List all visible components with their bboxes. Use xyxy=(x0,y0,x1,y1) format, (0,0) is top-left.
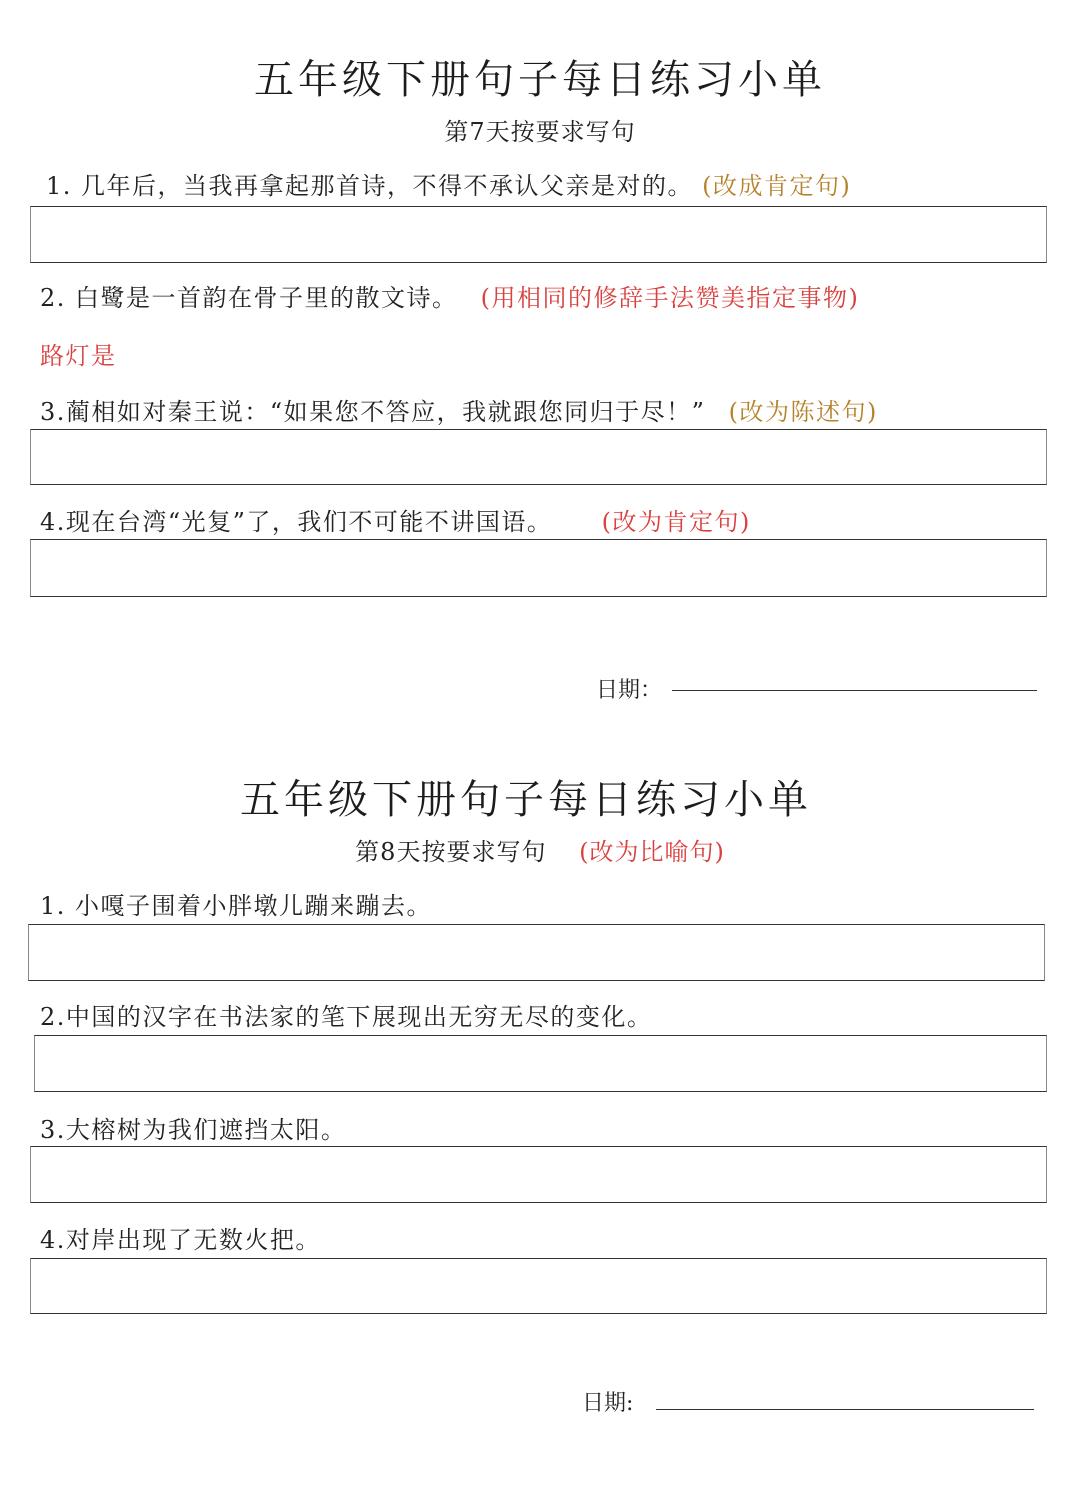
question-text: 2. 白鹭是一首韵在骨子里的散文诗。 xyxy=(40,284,458,312)
sheet1-answer-box-4[interactable] xyxy=(30,539,1047,597)
subtitle-hint: (改为比喻句) xyxy=(579,838,725,866)
sheet1-title: 五年级下册句子每日练习小单 xyxy=(254,57,826,103)
question-text: 4.对岸出现了无数火把。 xyxy=(40,1226,321,1254)
sheet1-question-3 xyxy=(40,392,878,427)
sheet2-date-field[interactable] xyxy=(656,1409,1034,1410)
question-hint: (用相同的修辞手法赞美指定事物) xyxy=(480,284,860,312)
sheet1-answer-box-3[interactable] xyxy=(30,429,1047,485)
question-text: 2.中国的汉字在书法家的笔下展现出无穷无尽的变化。 xyxy=(40,1003,653,1031)
question-text: 1. 几年后，当我再拿起那首诗，不得不承认父亲是对的。 xyxy=(46,172,694,200)
sheet2-subtitle xyxy=(0,832,1080,867)
sheet1-question-2 xyxy=(40,278,859,313)
sheet2-date-label: 日期: xyxy=(582,1391,634,1416)
question-text: 3.大榕树为我们遮挡太阳。 xyxy=(40,1116,347,1144)
sheet1-question-2-prompt: 路灯是 xyxy=(40,342,117,370)
sheet1-date-label: 日期： xyxy=(596,678,663,703)
question-hint: (改为肯定句) xyxy=(601,508,751,536)
sheet1-date-field[interactable] xyxy=(672,690,1037,691)
sheet2-question-2 xyxy=(40,997,652,1032)
sheet1-question-1 xyxy=(46,166,851,201)
question-hint: (改为陈述句) xyxy=(728,398,878,426)
sheet1-question-4 xyxy=(40,502,751,537)
sheet2-answer-box-1[interactable] xyxy=(28,924,1045,981)
question-text: 1. 小嘎子围着小胖墩儿蹦来蹦去。 xyxy=(40,892,433,920)
sheet2-question-4 xyxy=(40,1220,321,1255)
question-text: 3.蔺相如对秦王说：“如果您不答应，我就跟您同归于尽！” xyxy=(40,398,706,426)
sheet2-question-1 xyxy=(40,886,432,921)
sheet2-question-3 xyxy=(40,1110,346,1145)
sheet2-answer-box-2[interactable] xyxy=(34,1035,1047,1092)
sheet2-answer-box-3[interactable] xyxy=(30,1146,1047,1203)
sheet1-answer-box-1[interactable] xyxy=(30,206,1047,263)
sheet2-answer-box-4[interactable] xyxy=(30,1258,1047,1314)
sheet2-title: 五年级下册句子每日练习小单 xyxy=(240,777,812,823)
subtitle-text: 第8天按要求写句 xyxy=(355,838,547,866)
sheet1-subtitle: 第7天按要求写句 xyxy=(444,118,636,146)
question-hint: (改成肯定句) xyxy=(702,172,852,200)
question-text: 4.现在台湾“光复”了，我们不可能不讲国语。 xyxy=(40,508,553,536)
